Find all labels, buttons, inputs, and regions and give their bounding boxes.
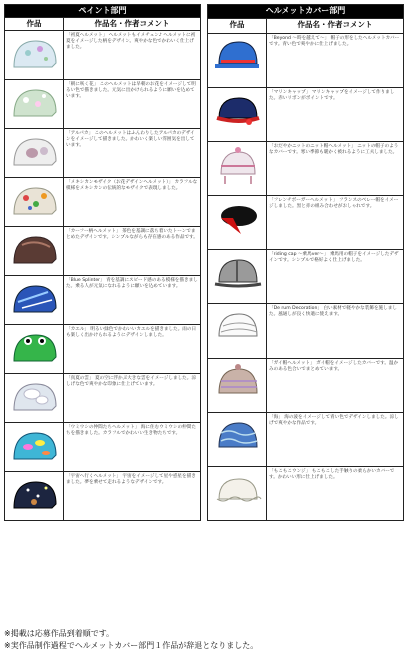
- table-row: [208, 412, 404, 466]
- paint-col-work: 作品: [5, 18, 64, 31]
- helmet-cover-image: [208, 196, 266, 244]
- cover-col-info: 作品名・作者コメント: [267, 19, 404, 33]
- work-comment: 「De rum Decoration」 白い素材で軽やかな装飾を施しました。風通しが良く快適に使えます。: [269, 306, 397, 318]
- table-row: [5, 325, 201, 374]
- cover-category-header: ヘルメットカバー部門: [208, 5, 404, 19]
- helmet-cover-image: [208, 413, 266, 461]
- table-row: [208, 87, 404, 141]
- table-row: [208, 250, 404, 304]
- helmet-image: [5, 80, 63, 128]
- helmet-cover-image: [208, 34, 266, 82]
- helmet-cover-image: [208, 88, 266, 136]
- helmet-image: [5, 276, 63, 324]
- work-comment: 「真夏の雲」 夏の空に浮かぶ大きな雲をイメージしました。涼しげな色で爽やかな印象に仕上げています。: [66, 376, 196, 387]
- table-row: [5, 31, 201, 80]
- helmet-cover-image: [208, 359, 266, 407]
- table-row: [5, 472, 201, 521]
- table-row: [208, 33, 404, 87]
- helmet-cover-image: [208, 467, 266, 515]
- table-row: [5, 423, 201, 472]
- helmet-image: [5, 423, 63, 471]
- helmet-image: [5, 472, 63, 520]
- table-row: [5, 80, 201, 129]
- work-comment: 「海」 海の波をイメージして青い色でデザインしました。涼しげで爽やかな作品です。: [269, 414, 399, 426]
- table-row: [5, 374, 201, 423]
- helmet-cover-image: [208, 142, 266, 190]
- work-comment: 「朝に咲く花」 このヘルメットは早朝のお花をイメージして明るい色で描きました。元気に出かけられるように願いを込めています。: [66, 82, 196, 99]
- table-row: [5, 276, 201, 325]
- footnotes: [4, 628, 258, 652]
- work-comment: 「Blue Splinter」 青を基調にスピード感のある模様を描きました。乗る人が元気になれるように願いを込めています。: [66, 278, 198, 289]
- work-comment: 「もこもこウンジ」 もこもこした手触りの柔らかいカバーです。かわいい形に仕上げました。: [269, 468, 395, 480]
- helmet-image: [5, 325, 63, 373]
- work-comment: 「Beyond ～時を越えて～」 帽子の形をしたヘルメットカバーです。青い色で爽やかに仕上げました。: [269, 35, 400, 47]
- work-comment: 「宇宙へ行くヘルメット」 宇宙をイメージして星や惑星を描きました。夢を乗せて走れるようなデザインです。: [66, 474, 196, 485]
- paint-col-info: 作品名・作者コメント: [64, 18, 201, 31]
- cover-col-work: 作品: [208, 19, 267, 33]
- work-comment: 「ウミウシの仲間たちヘルメット」 海に住むウミウシの仲間たちを描きました。カラフルでかわいい生き物たちです。: [66, 425, 196, 436]
- table-row: [208, 466, 404, 520]
- table-row: [5, 178, 201, 227]
- cover-table: [207, 4, 404, 521]
- work-comment: 「マリンキャップ」 マリンキャップをイメージして作りました。赤いリボンがポイントです。: [269, 89, 395, 101]
- work-comment: 「初夏へルメット」 ヘルメットもイメチェン♪ ヘルメットに初夏をイメージした柄をデザイン。爽やかな色でかわいく仕上げました。: [66, 33, 196, 50]
- helmet-image: [5, 178, 63, 226]
- work-comment: 「ガイ帽ヘルメット」 ガイ帽をイメージしたカバーです。温かみのある色合いでまとめています。: [269, 360, 399, 372]
- work-comment: 「アルパカ」 このヘルメットはふんわりしたアルパカのデザインをイメージして描きました。かわいく楽しい雰囲気を出しています。: [66, 131, 195, 148]
- helmet-image: [5, 129, 63, 177]
- footnote-order: ※掲載は応募作品到着順です。: [4, 629, 115, 638]
- helmet-cover-image: [208, 250, 266, 298]
- work-comment: 「おだやかニットのニット帽ヘルメット」 ニットの帽子のようなカバーです。寒い季節も暖かく被れるように工夫しました。: [269, 144, 399, 155]
- table-row: [5, 227, 201, 276]
- work-comment: 「カエル」 明るい緑色でかわいいカエルを描きました。雨の日も楽しく出かけられるようにデザインしました。: [66, 327, 197, 338]
- paint-table: [4, 4, 201, 521]
- helmet-image: [5, 227, 63, 275]
- work-comment: 「メキシカンモザイク（お花デザインヘルメット）」 カラフルな模様をメキシカンの伝統的なモザイクで表現しました。: [66, 180, 198, 191]
- helmet-cover-image: [208, 304, 266, 352]
- table-row: [208, 358, 404, 412]
- table-row: [208, 196, 404, 250]
- footnote-withdrawal: ※実作品制作過程でヘルメットカバー部門１作品が辞退となりました。: [4, 641, 259, 650]
- table-row: [208, 304, 404, 358]
- tables-container: [4, 4, 404, 521]
- paint-category-header: ペイント部門: [5, 5, 201, 18]
- table-row: [208, 142, 404, 196]
- helmet-image: [5, 31, 63, 79]
- work-comment: 「フレンチボーガーヘルメット」 フランスのベレー帽をイメージしました。黒と赤の組み合わせがおしゃれです。: [269, 198, 399, 210]
- table-row: [5, 129, 201, 178]
- helmet-image: [5, 374, 63, 422]
- work-comment: 「カーフー柄ヘルメット」 茶色を基調に落ち着いたトーンでまとめたデザインです。シンプルながらも存在感のある作品です。: [66, 229, 198, 240]
- work-comment: 「riding cap ～乗馬ver～」 乗馬用の帽子をイメージしたデザインです。シンプルで格好よく仕上げました。: [269, 252, 399, 264]
